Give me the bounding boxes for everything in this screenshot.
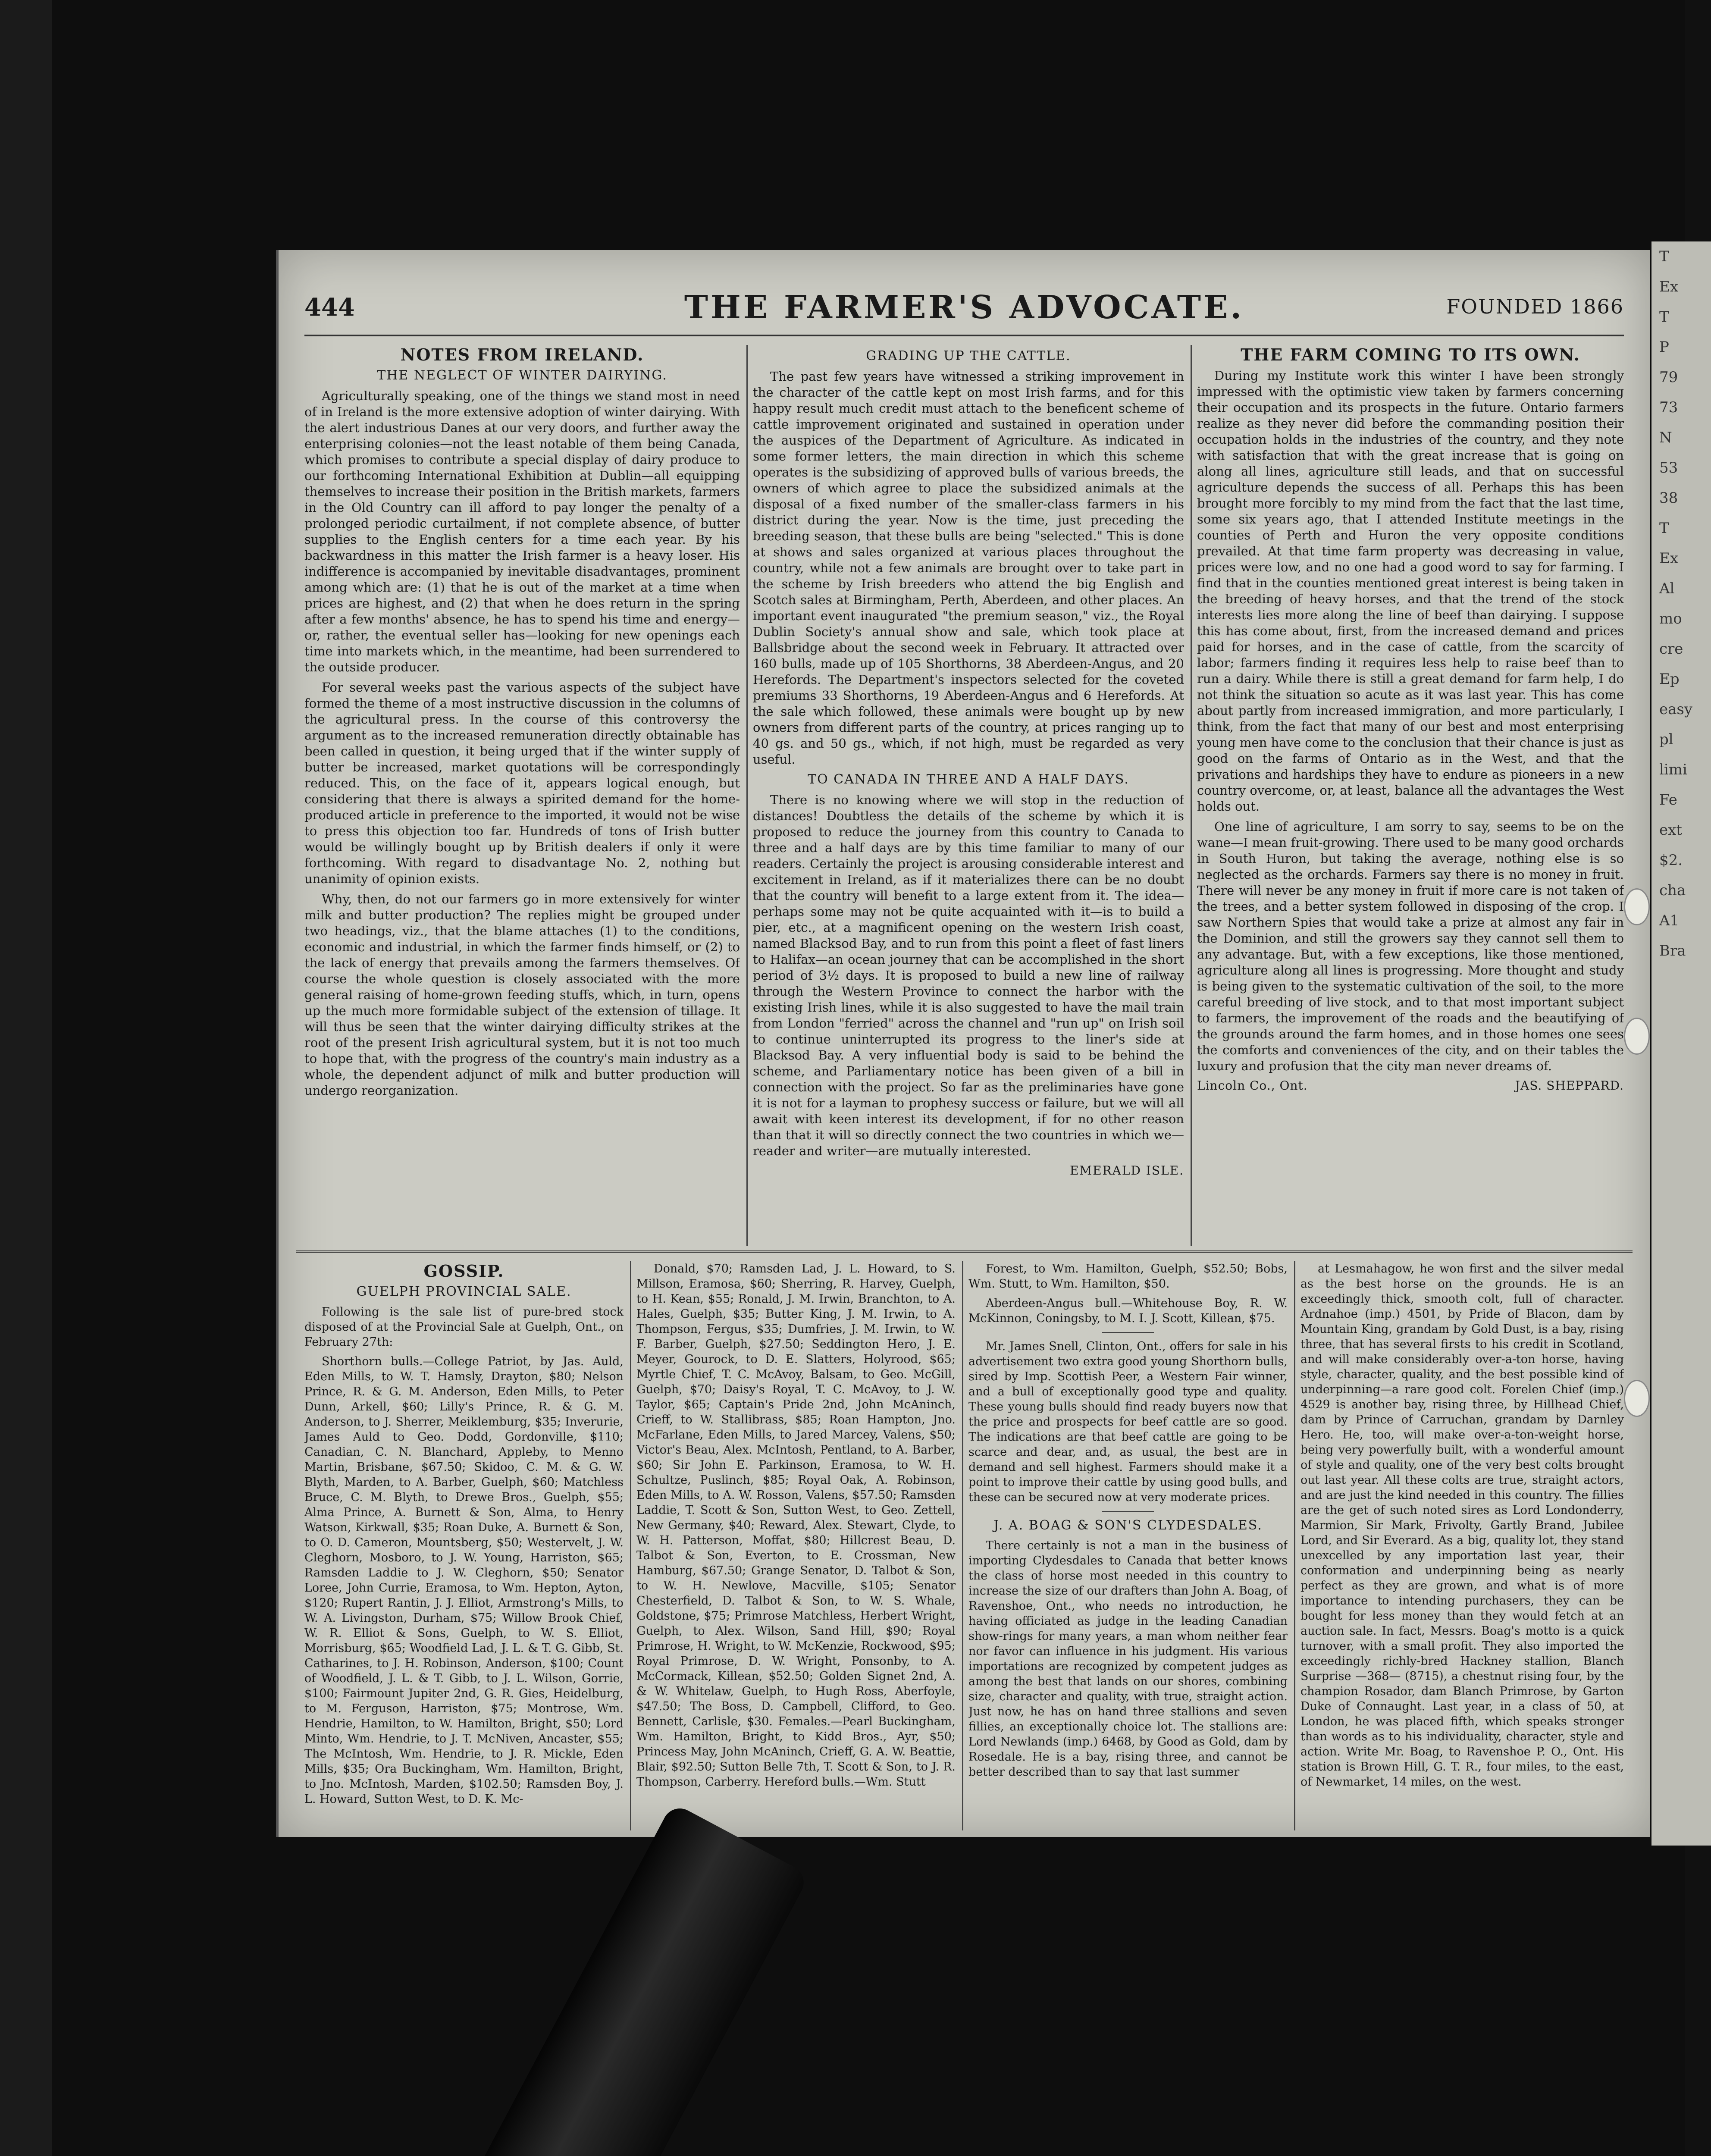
paragraph: Agriculturally speaking, one of the things we stand most in need of in Ireland is the more extensive adoption of winter dairying. With the alert industrious Danes at our very doors, and further away the enterprising colonies—not the least notable of them being Canada, which promises to contribute a special display of dairy produce to our forthcoming International Exhibition at Dublin—all equipping themselves to increase their position in the British markets, farmers in the Old Country can ill afford to pay longer the penalty of a prolonged periodic curtailment, if not complete absence, of butter supplies to the English centers for a time each year. By his backwardness in this matter the Irish farmer is a heavy loser. His indifference is accompanied by inevitable disadvantages, prominent among which are: (1) that he is out of the market at a time when prices are highest, and (2) that when he does return in the spring after a few months' absence, he has to spend his time and energy—or, rather, the eventual seller has—looking for new openings each time into markets which, in the meantime, had been surrendered to the outside producer. bbox=[304, 389, 740, 674]
byline-row bbox=[1197, 1078, 1624, 1093]
byline-place: Lincoln Co., Ont. bbox=[1197, 1078, 1308, 1093]
paragraph: at Lesmahagow, he won first and the silver medal as the best horse on the grounds. He is an exceedingly thick, smooth colt, full of character. Ardnahoe (imp.) 4501, by Pride of Blacon, dam by Mountain King, grandam by Gold Dust, is a bay, rising three, that has several firsts to his credit in Scotland, and will make considerably over-a-ton horse, having style, character, quality, and the best possible kind of underpinning—a rare good colt. Forelen Chief (imp.) 4529 is another bay, rising three, by Hillhead Chief, dam by Prince of Carruchan, grandam by Darnley Hero. He, too, will make over-a-ton-weight horse, being very powerfully built, with a wonderful amount of style and quality, one of the very best colts brought out last year. All these colts are true, straight actors, and are just the kind needed in this country. The fillies are the get of such noted sires as Lord Londonderry, Marmion, Sir Mark, Frivolty, Gartly Brand, Jubilee Lord, and Sir Everard. As a big, quality lot, they stand unexcelled by any importation last year, their conformation and underpinning being as nearly perfect as they are grown, and what is of more importance to intending purchasers, they can be bought for less money than they would fetch at an auction sale. In fact, Messrs. Boag's motto is a quick turnover, with a small profit. They also imported the exceedingly richly-bred Hackney stallion, Blanch Surprise —368— (8715), a chestnut rising four, by the champion Rosador, dam Blanch Primrose, by Garton Duke of Connaught. Last year, in a class of 50, at London, he was placed fifth, which speaks stronger than words as to his individuality, character, style and action. Write Mr. Boag, to Ravenshoe P. O., Ont. His station is Brown Hill, G. T. R., four miles, to the east, of Newmarket, 14 miles, on the west. bbox=[1300, 1262, 1624, 1789]
gossip-title: GOSSIP. bbox=[423, 1261, 505, 1281]
paragraph: Why, then, do not our farmers go in more extensively for winter milk and butter production? The replies might be grouped under two headings, viz., that the blame attaches (1) to the conditions, economic and industrial, in which the farmer finds himself, or (2) to the lack of energy that prevails among the farmers themselves. Of course the whole question is closely associated with the more general raising of home-grown feeding stuffs, which, in turn, opens up the much more formidable subject of the extension of tillage. It will thus be seen that the winter dairying difficulty strikes at the root of the present Irish agricultural system, but it is not too much to hope that, with the progress of the country's main industry as a whole, the dependent adjunct of milk and butter production will undergo reorganization. bbox=[304, 892, 740, 1098]
column-rule bbox=[1294, 1261, 1295, 1830]
paragraph: There certainly is not a man in the business of importing Clydesdales to Canada that better knows the class of horse most needed in this country to increase the size of our drafters than John A. Boag, of Ravenshoe, Ont., who needs no introduction, he having officiated as judge in the leading Canadian show-rings for many years, a man whom neither fear nor favor can influence in his judgment. His various importations are recognized by competent judges as among the best that lands on our shores, combining size, character and quality, with true, straight action. Just now, he has on hand three stallions and seven fillies, an exceptionally choice lot. The stallions are: Lord Newlands (imp.) 6468, by Good as Gold, dam by Rosedale. He is a bay, rising three, and cannot be better described than to say that last summer bbox=[968, 1539, 1288, 1779]
paragraph: Forest, to Wm. Hamilton, Guelph, $52.50; Bobs, Wm. Stutt, to Wm. Hamilton, $50. bbox=[968, 1262, 1288, 1291]
column-rule bbox=[630, 1261, 631, 1830]
paragraph: During my Institute work this winter I have been strongly impressed with the optimistic view taken by farmers concerning their occupation and its prospects in the future. Ontario farmers realize as they never did before the commanding position their occupation holds in the industries of the country, and they note with satisfaction that with the great increase that is going on along all lines, agriculture still leads, and that on successful agriculture depends the success of all. Perhaps this has been brought more forcibly to my mind from the fact that the last time, some six years ago, that I attended Institute meetings in the counties of Perth and Huron the very opposite conditions prevailed. At that time farm property was decreasing in value, prices were low, and no one had a good word to say for farming. I find that in the counties mentioned great interest is being taken in the breeding of heavy horses, and that the trend of the stock interests lies more along the line of beef than dairying. I suppose this has come about, first, from the increased demand and prices paid for horses, and in the case of cattle, from the scarcity of labor; farmers finding it requires less help to raise beef than to run a dairy. While there is still a great demand for farm help, I do not think the situation so acute as it was last year. This has come about partly from increased immigration, and more particularly, I think, from the fact that many of our best and most enterprising young men have come to the conclusion that their chance is just as good on the farms of Ontario as in the West, and that the privations and hardships they have to endure as pioneers in a new country overcome, or, at least, balance all the advantages the West holds out. bbox=[1197, 368, 1624, 814]
page-number: 444 bbox=[304, 293, 355, 322]
book-binding-shadow bbox=[268, 1802, 810, 2156]
gossip-column-3 bbox=[968, 1261, 1288, 1830]
column-notes-from-ireland bbox=[304, 345, 740, 1246]
founded-year: FOUNDED 1866 bbox=[1446, 295, 1624, 318]
article-subtitle-grading-up-cattle: GRADING UP THE CATTLE. bbox=[866, 348, 1071, 364]
paragraph: Aberdeen-Angus bull.—Whitehouse Boy, R. W. McKinnon, Coningsby, to M. I. J. Scott, Killean, $75. bbox=[968, 1297, 1288, 1325]
article-subtitle-to-canada: TO CANADA IN THREE AND A HALF DAYS. bbox=[808, 772, 1129, 787]
byline-signature: JAS. SHEPPARD. bbox=[1515, 1078, 1624, 1093]
column-grading-and-canada bbox=[753, 345, 1184, 1246]
gossip-column-4 bbox=[1300, 1261, 1624, 1830]
page-header bbox=[304, 289, 1624, 328]
gossip-column-1 bbox=[304, 1261, 624, 1830]
article-subtitle-winter-dairying: THE NEGLECT OF WINTER DAIRYING. bbox=[377, 368, 667, 383]
paragraph: There is no knowing where we will stop in the reduction of distances! Doubtless the details of the scheme by which it is proposed to reduce the journey from this country to Canada to three and a half days are by this time familiar to many of our readers. Certainly the project is arousing considerable interest and excitement in Ireland, as if it materializes there can be no doubt that the country will benefit to a large extent from it. The idea—perhaps some may not be quite acquainted with it—is to build a pier, etc., at a magnificent opening on the western Irish coast, named Blacksod Bay, and to run from this point a fleet of fast liners to Halifax—an ocean journey that can be accomplished in the short period of 3½ days. It is proposed to build a new line of railway through the Western Province to connect the harbor with the existing Irish lines, while it is also suggested to have the mail train from London "ferried" across the channel and "run up" on Irish soil to continue uninterrupted its progress to the liner's side at Blacksod Bay. A very influential body is said to be behind the scheme, and Parliamentary notice has been given of a bill in connection with the project. So far as the preliminaries have gone it is not for a layman to prophesy success or failure, but we will all await with keen interest its development, if for no other reason than that it will so directly connect the two countries in which we—reader and writer—are mutually interested. bbox=[753, 793, 1184, 1158]
newspaper-page bbox=[276, 250, 1650, 1837]
paragraph: The past few years have witnessed a striking improvement in the character of the cattle kept on most Irish farms, and for this happy result much credit must attach to the beneficent scheme of cattle improvement originated and sustained in operation under the auspices of the Department of Agriculture. As indicated in some former letters, the main direction in which this scheme operates is the subsidizing of approved bulls of various breeds, the owners of which agree to place the subsidized animals at the disposal of a fixed number of the smaller-class farmers in his district during the year. Now is the time, just preceding the breeding season, that these bulls are being "selected." This is done at shows and sales organized at various places throughout the country, while not a few animals are brought over to take part in the scheme by Irish breeders who attend the big English and Scotch sales at Birmingham, Perth, Aberdeen, and other places. An important event inaugurated "the premium season," viz., the Royal Dublin Society's annual show and sale, which took place at Ballsbridge about the second week in February. It attracted over 160 bulls, made up of 105 Shorthorns, 38 Aberdeen-Angus, and 20 Herefords. The Department's inspectors selected for the coveted premiums 33 Shorthorns, 19 Aberdeen-Angus and 6 Herefords. At the sale which followed, these animals were bought up by new owners from different parts of the country, at prices ranging up to 40 gs. and 50 gs., which, if not high, must be regarded as very useful. bbox=[753, 369, 1184, 767]
paragraph: For several weeks past the various aspects of the subject have formed the theme of a most instructive discussion in the columns of the agricultural press. In the course of this controversy the argument as to the increased remuneration directly obtainable has been called in question, it being urged that if the winter supply of butter be increased, market quotations will be correspondingly reduced. This, on the face of it, appears logical enough, but considering that there is always a spirited demand for the home-produced article in preference to the imported, it would not be wise to press this objection too far. Hundreds of tons of Irish butter would be willingly bought up by British dealers if only it were forthcoming. With regard to disadvantage No. 2, nothing but unanimity of opinion exists. bbox=[304, 680, 740, 886]
paragraph: Following is the sale list of pure-bred stock disposed of at the Provincial Sale at Guelph, Ont., on February 27th: bbox=[304, 1305, 624, 1349]
column-rule bbox=[962, 1261, 963, 1830]
header-rule bbox=[304, 335, 1624, 336]
article-title-notes-from-ireland: NOTES FROM IRELAND. bbox=[400, 345, 644, 364]
column-rule bbox=[746, 345, 748, 1246]
paragraph: One line of agriculture, I am sorry to say, seems to be on the wane—I mean fruit-growing. There used to be many good orchards in South Huron, but taking the average, nothing else is so neglected as the orchards. Farmers say there is no money in fruit. There will never be any money in fruit if more care is not taken of the trees, and a better system followed in disposing of the crop. I saw Northern Spies that would take a prize at almost any fair in the Dominion, and still the growers say they cannot sell them to any advantage. But, with a few exceptions, like those mentioned, agriculture along all lines is progressing. More thought and study is being given to the systematic cultivation of the soil, to the more careful breeding of live stock, and to that most important subject to farmers, the improvement of the roads and the beautifying of the grounds around the farm homes, and in those homes one sees the comforts and conveniences of the city, and on their tables the luxury and profusion that the city man never dreams of. bbox=[1197, 819, 1624, 1073]
short-rule bbox=[1102, 1511, 1154, 1512]
article-title-farm-coming: THE FARM COMING TO ITS OWN. bbox=[1241, 345, 1580, 364]
signature-emerald-isle: EMERALD ISLE. bbox=[1070, 1163, 1184, 1178]
short-rule bbox=[1102, 1332, 1154, 1333]
paragraph: Shorthorn bulls.—College Patriot, by Jas. Auld, Eden Mills, to W. T. Hamsly, Drayton, $80; Nelson Prince, R. & G. M. Anderson, Eden Mills, to Peter Dunn, Arkell, $60; Lilly's Prince, R. & G. M. Anderson, to J. Sherrer, Meiklemburg, $35; Inverurie, James Auld to Geo. Dodd, Gordonville, $110; Canadian, C. N. Blanchard, Appleby, to Menno Martin, Brisbane, $67.50; Skidoo, C. M. & G. W. Blyth, Marden, to A. Barber, Guelph, $60; Matchless Bruce, C. M. Blyth, to Drewe Bros., Guelph, $55; Alma Prince, A. Burnett & Son, Alma, to Henry Watson, Kirkwall, $35; Roan Duke, A. Burnett & Son, to O. D. Cameron, Mountsberg, $50; Westervelt, J. W. Cleghorn, Mosboro, to J. W. Young, Harriston, $65; Ramsden Laddie to J. W. Cleghorn, $50; Senator Loree, John Currie, Eramosa, to Wm. Hepton, Ayton, $120; Rupert Rantin, J. J. Elliot, Armstrong's Mills, to W. A. Livingston, Durham, $75; Willow Brook Chief, W. R. Elliot & Sons, Guelph, to W. S. Elliot, Morrisburg, $65; Woodfield Lad, J. L. & T. G. Gibb, St. Catharines, to J. H. Robinson, Anderson, $100; Count of Woodfield, J. L. & T. Gibb, to J. L. Wilson, Gorrie, $100; Fairmount Jupiter 2nd, G. R. Gies, Heidelburg, to M. Ferguson, Harriston, $75; Montrose, Wm. Hendrie, Hamilton, to W. Hamilton, Bright, $50; Lord Minto, Wm. Hendrie, to J. T. McNiven, Ancaster, $55; The McIntosh, Wm. Hendrie, to J. R. Mickle, Eden Mills, $35; Ora Buckingham, Wm. Hamilton, Bright, to Jno. McIntosh, Marden, $102.50; Ramsden Boy, J. L. Howard, Sutton West, to D. K. Mc- bbox=[304, 1355, 624, 1806]
article-subtitle-boag-clydesdales: J. A. BOAG & SON'S CLYDESDALES. bbox=[993, 1518, 1263, 1533]
binder-hole bbox=[1624, 1018, 1650, 1055]
adjacent-page-edge: T Ex T P 79 73 N 53 38 T Ex Al mo cre Ep easy pl limi Fe ext $2. cha A1 Bra bbox=[1651, 241, 1711, 1846]
gossip-column-2 bbox=[636, 1261, 956, 1830]
paragraph: Donald, $70; Ramsden Lad, J. L. Howard, to S. Millson, Eramosa, $60; Sherring, R. Harvey, Guelph, to H. Kean, $55; Ronald, J. M. Irwin, Branchton, to A. Hales, Guelph, $35; Butter King, J. M. Irwin, to A. Thompson, Fergus, $35; Dumfries, J. M. Irwin, to W. F. Barber, Guelph, $27.50; Seddington Hero, J. E. Meyer, Gourock, to D. E. Slatters, Holyrood, $65; Myrtle Chief, T. C. McAvoy, Balsam, to Geo. McGill, Guelph, $70; Daisy's Royal, T. C. McAvoy, to J. W. Taylor, $65; Captain's Pride 2nd, John McAninch, Crieff, to W. Stallibrass, $85; Roan Hampton, Jno. McFarlane, Eden Mills, to Jared Marcey, Valens, $50; Victor's Beau, Alex. McIntosh, Pentland, to A. Barber, $60; Sir John E. Parkinson, Eramosa, to W. H. Schultze, Puslinch, $85; Royal Oak, A. Robinson, Eden Mills, to A. W. Rosson, Valens, $57.50; Ramsden Laddie, T. Scott & Son, Sutton West, to Geo. Zettell, New Germany, $40; Reward, Alex. Stewart, Clyde, to W. H. Patterson, Moffat, $80; Hillcrest Beau, D. Talbot & Son, Everton, to E. Crossman, New Hamburg, $67.50; Grange Senator, D. Talbot & Son, to W. H. Newlove, Macville, $105; Senator Chesterfield, D. Talbot & Son, to W. S. Whale, Goldstone, $75; Primrose Matchless, Herbert Wright, Guelph, to Alex. Wilson, Sand Hill, $90; Royal Primrose, H. Wright, to W. McKenzie, Rockwood, $95; Royal Primrose, D. W. Wright, Ponsonby, to A. McCormack, Killean, $52.50; Golden Signet 2nd, A. & W. Whitelaw, Guelph, to Hugh Ross, Aberfoyle, $47.50; The Boss, D. Campbell, Clifford, to Geo. Bennett, Carlisle, $30. Females.—Pearl Buckingham, Wm. Hamilton, Bright, to Kidd Bros., Ayr, $50; Princess May, John McAninch, Crieff, G. A. W. Beattie, Blair, $92.50; Sutton Belle 7th, T. Scott & Son, to J. R. Thompson, Carberry. Hereford bulls.—Wm. Stutt bbox=[636, 1262, 956, 1789]
newspaper-title: THE FARMER'S ADVOCATE. bbox=[684, 289, 1244, 326]
paragraph: Mr. James Snell, Clinton, Ont., offers for sale in his advertisement two extra good young Shorthorn bulls, sired by Imp. Scottish Peer, a Western Fair winner, and a bull of exceptionally good type and quality. These young bulls should find ready buyers now that the price and prospects for beef cattle are so good. The indications are that beef cattle are going to be scarce and dear, and, as usual, the best are in demand and sell highest. Farmers should make it a point to improve their cattle by using good bulls, and these can be secured now at very moderate prices. bbox=[968, 1340, 1288, 1504]
column-rule bbox=[1191, 345, 1192, 1246]
film-border-left bbox=[0, 0, 52, 2156]
binder-hole bbox=[1624, 1380, 1650, 1417]
gossip-subtitle-guelph-sale: GUELPH PROVINCIAL SALE. bbox=[356, 1284, 572, 1299]
column-farm-coming-to-its-own bbox=[1197, 345, 1624, 1246]
binder-hole bbox=[1624, 888, 1650, 925]
section-divider bbox=[296, 1250, 1633, 1253]
